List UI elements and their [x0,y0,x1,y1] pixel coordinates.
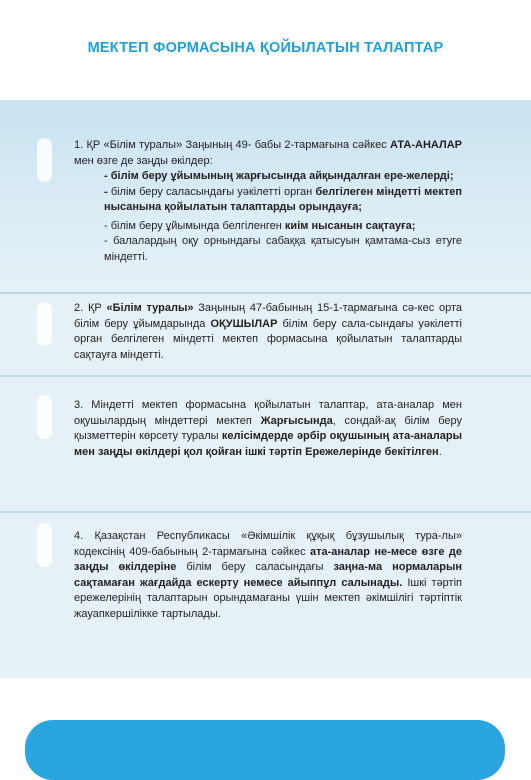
section-1-text: 1. ҚР «Білім туралы» Заңының 49- бабы 2-тармағына сәйкес АТА-АНАЛАР мен өзге де заңды өкілдер: - білім беру ұйымының жарғысында айқындалған ере-желерді; - білім беру саласындағы уәкілетті орган белгілеген міндетті мектеп нысанына қойылатын талаптарды орындауға; - білім беру ұйымында белгіленген киім нысанын сақтауға; - балалардың оқу орнындағы сабаққа қатысуын қамтама-сыз етуге міндетті. [74,139,462,263]
section-2-text: 2. ҚР «Білім туралы» Заңының 47-бабының 15-1-тармағына сә-кес орта білім беру ұйымдарында ОҚУШЫЛАР білім беру сала-сындағы уәкілетті орган белгілеген міндетті мектеп формасына қойылатын талаптарды сақтауға міндетті. [74,302,463,361]
decorative-pill [37,395,52,439]
page-title: МЕКТЕП ФОРМАСЫНА ҚОЙЫЛАТЫН ТАЛАПТАР [87,40,444,56]
divider [0,375,531,377]
section-3-text: 3. Міндетті мектеп формасына қойылатын талаптар, ата-аналар мен оқушылардың міндеттері мектеп Жарғысында, сондай-ақ білім беру қызметтерін көрсету туралы келісімдерде әрбір оқушының ата-аналары мен заңды өкілдері қол қойған ішкі тәртіп Ережелерінде бекітілген. [74,399,462,458]
decorative-pill [37,138,52,182]
divider [0,292,531,294]
footer-banner [25,720,505,780]
section-4-text: 4. Қазақстан Республикасы «Әкімшілік құқық бұзушылық тура-лы» кодексінің 409-бабының 2-тармағына сәйкес ата-аналар не-месе өзге де заңды өкілдеріне білім беру саласындағы заңна-ма нормаларын сақтамаған жағдайда ескерту немесе айыппұл салынады. Ішкі тәртіп ережелерінің талаптарын орындамағаны үшін мектеп әкімшілігі тәртіптік жауапкершілікке тартылады. [74,530,462,620]
decorative-pill [37,302,52,346]
decorative-pill [37,523,52,567]
divider [0,511,531,513]
